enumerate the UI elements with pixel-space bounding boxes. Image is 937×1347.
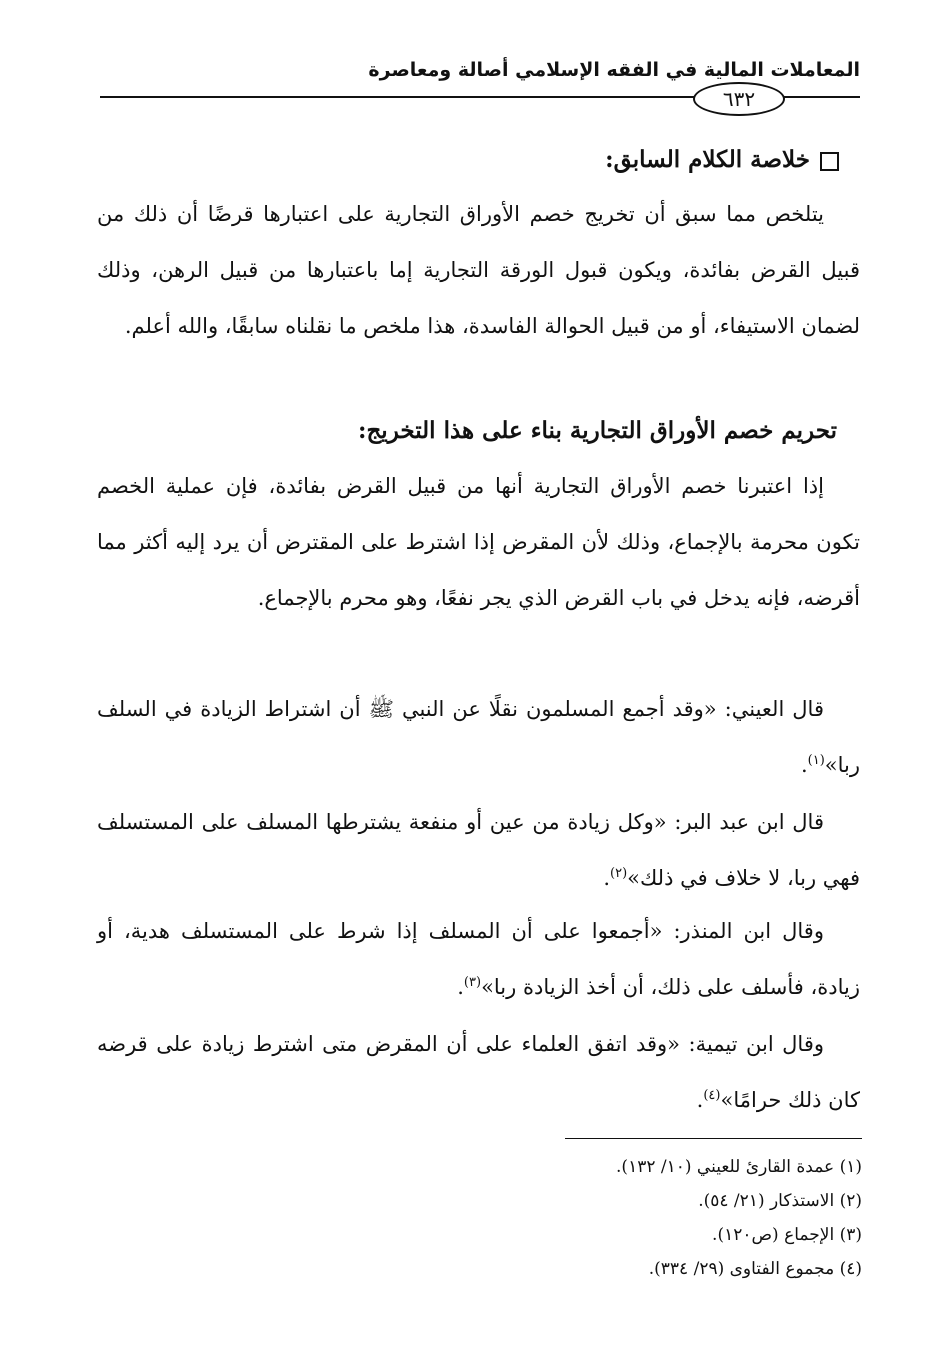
subheading: تحريم خصم الأوراق التجارية بناء على هذا التخريج:	[357, 417, 837, 444]
section-heading	[100, 142, 839, 178]
quote-paragraph	[97, 681, 860, 793]
running-header-title: المعاملات المالية في الفقه الإسلامي أصالة ومعاصرة	[368, 59, 860, 81]
square-bullet-icon	[820, 152, 839, 171]
page-number: ٦٣٢	[693, 82, 785, 116]
section-heading-text: خلاصة الكلام السابق:	[605, 146, 810, 173]
quote-end: .	[457, 975, 464, 999]
footnote: (٤) مجموع الفتاوى (٢٩/ ٣٣٤).	[648, 1259, 862, 1279]
footnote: (٣) الإجماع (ص١٢٠).	[712, 1225, 862, 1245]
footnote-separator	[565, 1138, 862, 1139]
footnotes	[100, 1150, 862, 1286]
ruling-paragraph: إذا اعتبرنا خصم الأوراق التجارية أنها من قبيل القرض بفائدة، فإن عملية الخصم تكون محرمة بالإجماع، وذلك لأن المقرض إذا اشترط على المقترض أن يرد إليه أكثر مما أقرضه، فإنه يدخل في باب القرض الذي يجر نفعًا، وهو محرم بالإجماع.	[97, 474, 860, 610]
quote-paragraph	[97, 1016, 860, 1128]
footnote: (٢) الاستذكار (٢١/ ٥٤).	[698, 1191, 862, 1211]
footnote: (١) عمدة القارئ للعيني (١٠/ ١٣٢).	[616, 1157, 862, 1177]
footnote-reference: (٢)	[610, 866, 628, 881]
quote-text: قال العيني: «وقد أجمع المسلمون نقلًا عن النبي ﷺ أن اشتراط الزيادة في السلف ربا»	[97, 697, 860, 777]
footnote-reference: (١)	[807, 753, 825, 768]
quote-end: .	[696, 1088, 704, 1112]
quote-text: وقال ابن المنذر: «أجمعوا على أن المسلف إذا شرط على المستسلف هدية، أو زيادة، فأسلف على ذلك، أن أخذ الزيادة ربا»	[97, 919, 860, 999]
footnote-reference: (٣)	[463, 975, 482, 990]
quote-paragraph	[97, 794, 860, 906]
footnote-reference: (٤)	[703, 1088, 721, 1103]
summary-paragraph: يتلخص مما سبق أن تخريج خصم الأوراق التجارية على اعتبارها قرضًا أن ذلك من قبيل القرض بفائدة، ويكون قبول الورقة التجارية إما باعتبارها من قبيل الرهن، وذلك لضمان الاستيفاء، أو من قبيل الحوالة الفاسدة، هذا ملخص ما نقلناه سابقًا، والله أعلم.	[97, 202, 860, 338]
quote-end: .	[603, 866, 610, 890]
quote-paragraph	[97, 903, 860, 1015]
quote-text: قال ابن عبد البر: «وكل زيادة من عين أو منفعة يشترطها المسلف على المستسلف فهي ربا، لا خلاف في ذلك»	[97, 810, 860, 890]
quote-text: وقال ابن تيمية: «وقد اتفق العلماء على أن المقرض متى اشترط زيادة على قرضه كان ذلك حرامًا»	[97, 1032, 860, 1112]
quote-end: .	[800, 753, 808, 777]
